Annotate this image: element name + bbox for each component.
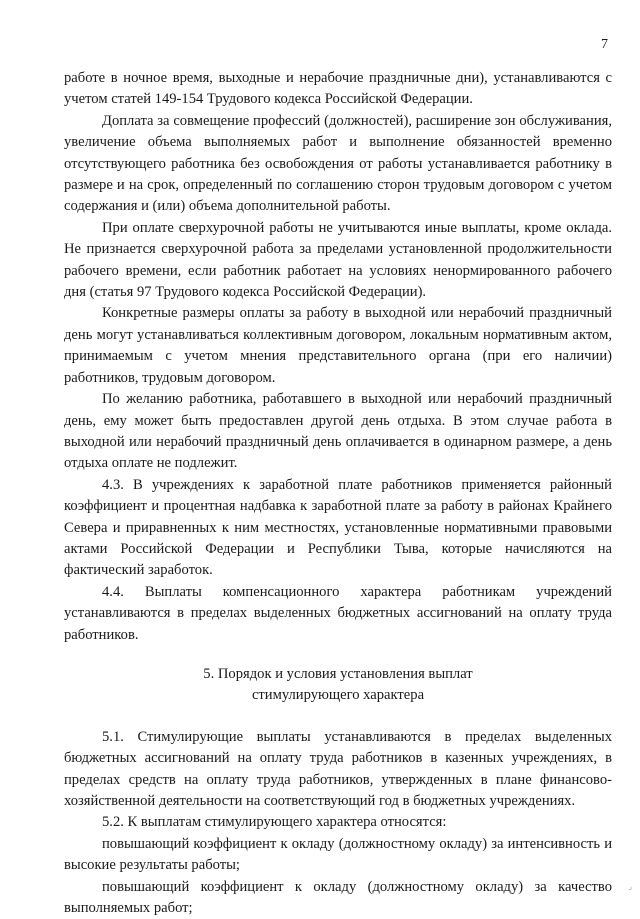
paragraph: По желанию работника, работавшего в выходной или нерабочий праздничный день, ему может быть предоставлен другой день отдыха. В этом случае работа в выходной или нерабочий праздничный день оплачивается в одинарном размере, а день отдыха оплате не подлежит. <box>64 391 612 472</box>
paragraphs-bottom <box>64 727 612 919</box>
section-heading-line-1: 5. Порядок и условия установления выплат <box>203 665 473 682</box>
paragraph: 4.4. Выплаты компенсационного характера работникам учреждений устанавливаются в пределах выделенных бюджетных ассигнований на оплату труда работников. <box>64 583 612 643</box>
section-heading-line-2: стимулирующего характера <box>251 687 425 704</box>
paragraph: При оплате сверхурочной работы не учитываются иные выплаты, кроме оклада. Не признается сверхурочной работа за пределами установленной продолжительности рабочего времени, если работник работает на условиях ненормированного рабочего дня (статья 97 Трудового кодекса Российской Федерации). <box>64 219 612 301</box>
paragraph: Доплата за совмещение профессий (должностей), расширение зон обслуживания, увеличение объема выполняемых работ и выполнение обязанностей временно отсутствующего работника без освобождения от работы устанавливается работнику в размере и на срок, определенный по соглашению сторон трудовым договором с учетом содержания и (или) объема дополнительной работы. <box>64 112 612 215</box>
paragraph: 4.3. В учреждениях к заработной плате работников применяется районный коэффициент и процентная надбавка к заработной плате за работу в районах Крайнего Севера и приравненных к ним местностях, установленные нормативными правовыми актами Российской Федерации и Республики Тыва, которые начисляются на фактический заработок. <box>64 476 612 579</box>
paragraph: 5.2. К выплатам стимулирующего характера относятся: <box>102 814 447 831</box>
section-heading <box>64 664 612 707</box>
page-number: 7 <box>601 37 608 52</box>
paragraph: повышающий коэффициент к окладу (должностному окладу) за интенсивность и высокие результаты работы; <box>64 835 612 874</box>
paragraph: 5.1. Стимулирующие выплаты устанавливаются в пределах выделенных бюджетных ассигнований на оплату труда работников в казенных учреждениях, в пределах средств на оплату труда работников, утвержденных в плане финансово-хозяйственной деятельности на соответствующий год в бюджетных учреждениях. <box>64 728 612 809</box>
paragraph: повышающий коэффициент к окладу (должностному окладу) за качество выполняемых работ; <box>64 878 612 917</box>
document-body <box>64 68 612 919</box>
scan-corner-mark: ⌟ <box>628 882 632 891</box>
paragraphs-top <box>64 68 612 646</box>
paragraph: работе в ночное время, выходные и нерабочие праздничные дни), устанавливаются с учетом статей 149-154 Трудового кодекса Российской Федерации. <box>64 70 612 108</box>
paragraph: Конкретные размеры оплаты за работу в выходной или нерабочий праздничный день могут устанавливаться коллективным договором, локальным нормативным актом, принимаемым с учетом мнения представительного органа (при его наличии) работников, трудовым договором. <box>64 305 612 386</box>
